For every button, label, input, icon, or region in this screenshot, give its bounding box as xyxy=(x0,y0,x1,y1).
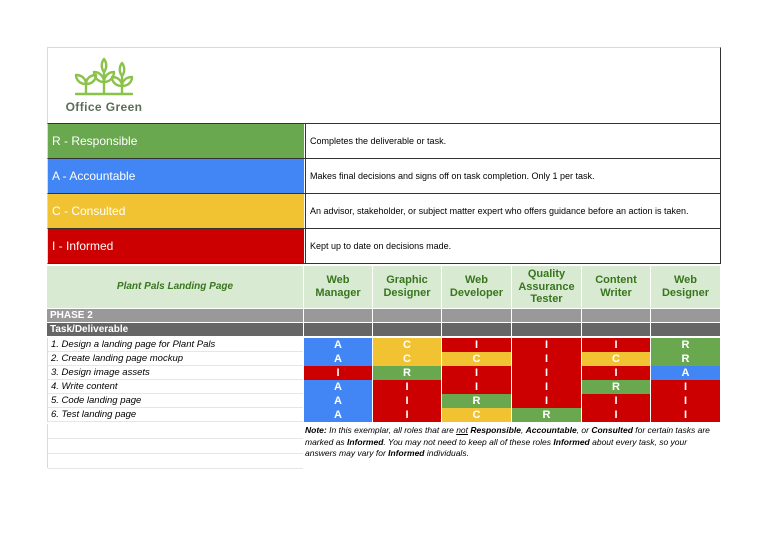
legend-row-consulted xyxy=(47,194,721,229)
legend-key-responsible: R - Responsible xyxy=(48,124,304,158)
roles-header-row xyxy=(47,266,721,308)
raci-cell: I xyxy=(304,366,373,380)
legend-desc-accountable: Makes final decisions and signs off on task completion. Only 1 per task. xyxy=(305,159,720,193)
raci-cell: I xyxy=(512,394,582,408)
header xyxy=(47,47,721,124)
raci-cell: C xyxy=(582,352,651,366)
raci-cell: R xyxy=(651,338,721,352)
note-informed: Informed xyxy=(347,436,384,447)
office-green-logo xyxy=(56,54,152,120)
raci-cell: I xyxy=(651,394,721,408)
project-title: Plant Pals Landing Page xyxy=(47,266,304,308)
legend-key-informed: I - Informed xyxy=(48,229,304,263)
task-row xyxy=(47,408,721,422)
phase-label: PHASE 2 xyxy=(47,309,304,322)
phase-cell xyxy=(304,309,373,322)
task-row xyxy=(47,394,721,408)
raci-cell: R xyxy=(373,366,442,380)
task-name: 4. Write content xyxy=(47,380,303,394)
legend-row-responsible xyxy=(47,124,721,159)
note-part: about every task, so your answers may vary for xyxy=(305,436,688,458)
raci-cell: R xyxy=(582,380,651,394)
raci-cell: I xyxy=(512,366,582,380)
raci-cell: A xyxy=(304,408,373,422)
legend-desc-consulted: An advisor, stakeholder, or subject matter expert who offers guidance before an action is taken. xyxy=(305,194,720,228)
task-row xyxy=(47,380,721,394)
legend-key-consulted: C - Consulted xyxy=(48,194,304,228)
raci-cell: I xyxy=(582,338,651,352)
task-header-cell xyxy=(651,323,721,336)
task-row xyxy=(47,338,721,352)
note-part: In this exemplar, all roles that are xyxy=(326,425,457,435)
raci-cell: A xyxy=(304,380,373,394)
sprout-icon xyxy=(56,54,152,100)
task-header-row xyxy=(47,323,721,336)
raci-cell: C xyxy=(442,352,512,366)
raci-cell: I xyxy=(651,408,721,422)
task-header-cell xyxy=(512,323,582,336)
raci-cell: I xyxy=(582,394,651,408)
raci-cell: C xyxy=(373,338,442,352)
role-qa-tester: Quality Assurance Tester xyxy=(512,266,582,308)
raci-cell: I xyxy=(373,408,442,422)
task-name: 2. Create landing page mockup xyxy=(47,352,303,366)
task-header-cell xyxy=(582,323,651,336)
raci-cell: I xyxy=(442,366,512,380)
phase-cell xyxy=(651,309,721,322)
note-part: for certain tasks are marked as xyxy=(305,425,710,447)
note-informed: Informed xyxy=(553,436,590,447)
note-part: individuals. xyxy=(424,448,469,458)
role-web-designer: Web Designer xyxy=(651,266,721,308)
note-part: . You may not need to keep all of these roles xyxy=(383,436,554,447)
legend-row-accountable xyxy=(47,159,721,194)
phase-row xyxy=(47,309,721,322)
note-consulted: Consulted xyxy=(591,425,633,435)
note-section xyxy=(47,424,721,468)
role-content-writer: Content Writer xyxy=(582,266,651,308)
note-not: not xyxy=(456,425,469,435)
raci-cell: R xyxy=(651,352,721,366)
note-informed: Informed xyxy=(388,448,425,458)
raci-cell: C xyxy=(442,408,512,422)
task-name: 3. Design image assets xyxy=(47,366,303,380)
phase-cell xyxy=(512,309,582,322)
raci-cell: I xyxy=(442,380,512,394)
raci-cell: I xyxy=(512,352,582,366)
logo-text: Office Green xyxy=(65,100,143,114)
note-accountable: Accountable xyxy=(525,425,577,435)
raci-cell: I xyxy=(582,408,651,422)
phase-cell xyxy=(442,309,512,322)
raci-cell: I xyxy=(512,380,582,394)
raci-cell: R xyxy=(512,408,582,422)
raci-cell: R xyxy=(442,394,512,408)
raci-cell: I xyxy=(373,380,442,394)
legend-key-accountable: A - Accountable xyxy=(48,159,304,193)
note-part: , or xyxy=(576,425,592,435)
task-name: 5. Code landing page xyxy=(47,394,303,408)
task-row xyxy=(47,366,721,380)
note-prefix: Note: xyxy=(305,425,327,435)
raci-cell: I xyxy=(651,380,721,394)
raci-cell: I xyxy=(582,366,651,380)
task-name: 1. Design a landing page for Plant Pals xyxy=(47,338,303,352)
task-row xyxy=(47,352,721,366)
task-name: 6. Test landing page xyxy=(47,408,303,422)
raci-cell: A xyxy=(304,394,373,408)
task-header-cell xyxy=(304,323,373,336)
raci-cell: A xyxy=(651,366,721,380)
legend-desc-responsible: Completes the deliverable or task. xyxy=(305,124,720,158)
legend-row-informed xyxy=(47,229,721,264)
role-graphic-designer: Graphic Designer xyxy=(373,266,442,308)
role-web-manager: Web Manager xyxy=(304,266,373,308)
task-header-cell xyxy=(373,323,442,336)
legend-desc-informed: Kept up to date on decisions made. xyxy=(305,229,720,263)
note-text: Note: In this exemplar, all roles that are not Responsible, Accountable, or Consulted for certain tasks are marked as Informed. You may not need to keep all of these roles Informed about every task, so your answers may vary for Informed individuals. xyxy=(305,425,710,458)
phase-cell xyxy=(582,309,651,322)
note-spacer xyxy=(47,424,303,468)
phase-cell xyxy=(373,309,442,322)
raci-cell: I xyxy=(442,338,512,352)
raci-cell: I xyxy=(373,394,442,408)
task-header-label: Task/Deliverable xyxy=(47,323,304,336)
raci-cell: C xyxy=(373,352,442,366)
raci-cell: A xyxy=(304,352,373,366)
raci-cell: I xyxy=(512,338,582,352)
role-web-developer: Web Developer xyxy=(442,266,512,308)
note-responsible: Responsible xyxy=(470,425,521,435)
raci-cell: A xyxy=(304,338,373,352)
task-header-cell xyxy=(442,323,512,336)
